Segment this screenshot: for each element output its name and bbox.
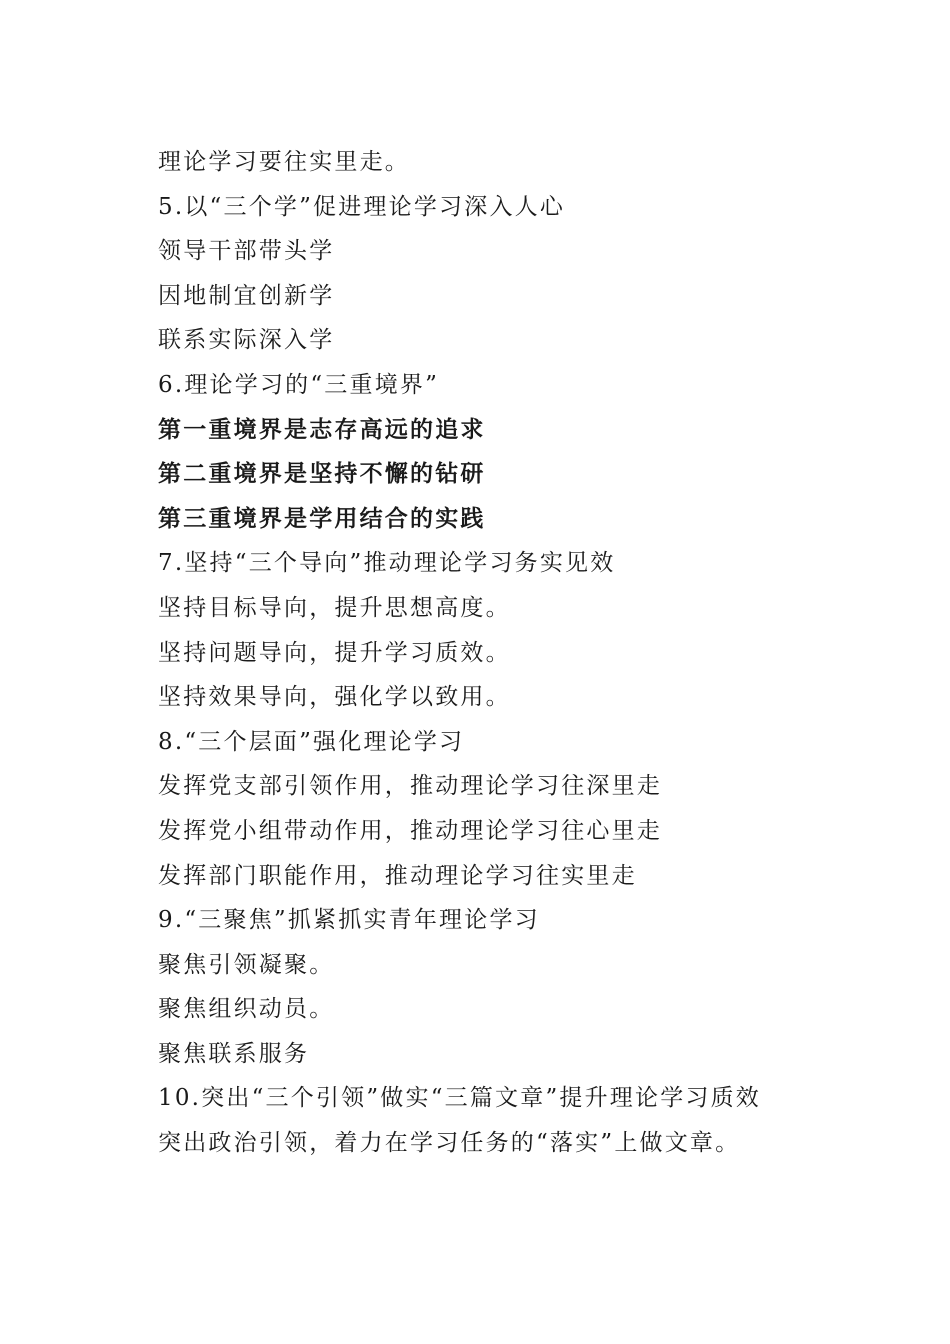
list-item: 聚焦联系服务 [158,1040,310,1067]
section-heading-6: 6.理论学习的“三重境界” [158,371,440,398]
list-item-bold: 第一重境界是志存高远的追求 [158,415,486,443]
section-heading-5: 5.以“三个学”促进理论学习深入人心 [158,193,566,220]
section-heading-7: 7.坚持“三个导向”推动理论学习务实见效 [158,550,616,577]
list-item: 发挥党小组带动作用，推动理论学习往心里走 [158,817,662,844]
list-item: 聚焦组织动员。 [158,996,335,1023]
section-heading-10: 10.突出“三个引领”做实“三篇文章”提升理论学习质效 [158,1085,762,1112]
text-line: 理论学习要往实里走。 [158,149,410,175]
document-body [158,140,858,1166]
list-item-bold: 第三重境界是学用结合的实践 [158,504,486,532]
list-item: 因地制宜创新学 [158,282,335,309]
list-item: 突出政治引领，着力在学习任务的“落实”上做文章。 [158,1130,741,1157]
list-item: 领导干部带头学 [158,238,335,265]
list-item: 发挥党支部引领作用，推动理论学习往深里走 [158,773,662,800]
list-item: 坚持问题导向，提升学习质效。 [158,639,511,666]
list-item: 坚持效果导向，强化学以致用。 [158,684,511,711]
list-item: 联系实际深入学 [158,327,335,354]
list-item: 聚焦引领凝聚。 [158,951,335,978]
section-heading-8: 8.“三个层面”强化理论学习 [158,728,465,755]
list-item: 坚持目标导向，提升思想高度。 [158,594,511,621]
list-item: 发挥部门职能作用，推动理论学习往实里走 [158,862,637,889]
list-item-bold: 第二重境界是坚持不懈的钻研 [158,460,486,488]
section-heading-9: 9.“三聚焦”抓紧抓实青年理论学习 [158,907,540,934]
